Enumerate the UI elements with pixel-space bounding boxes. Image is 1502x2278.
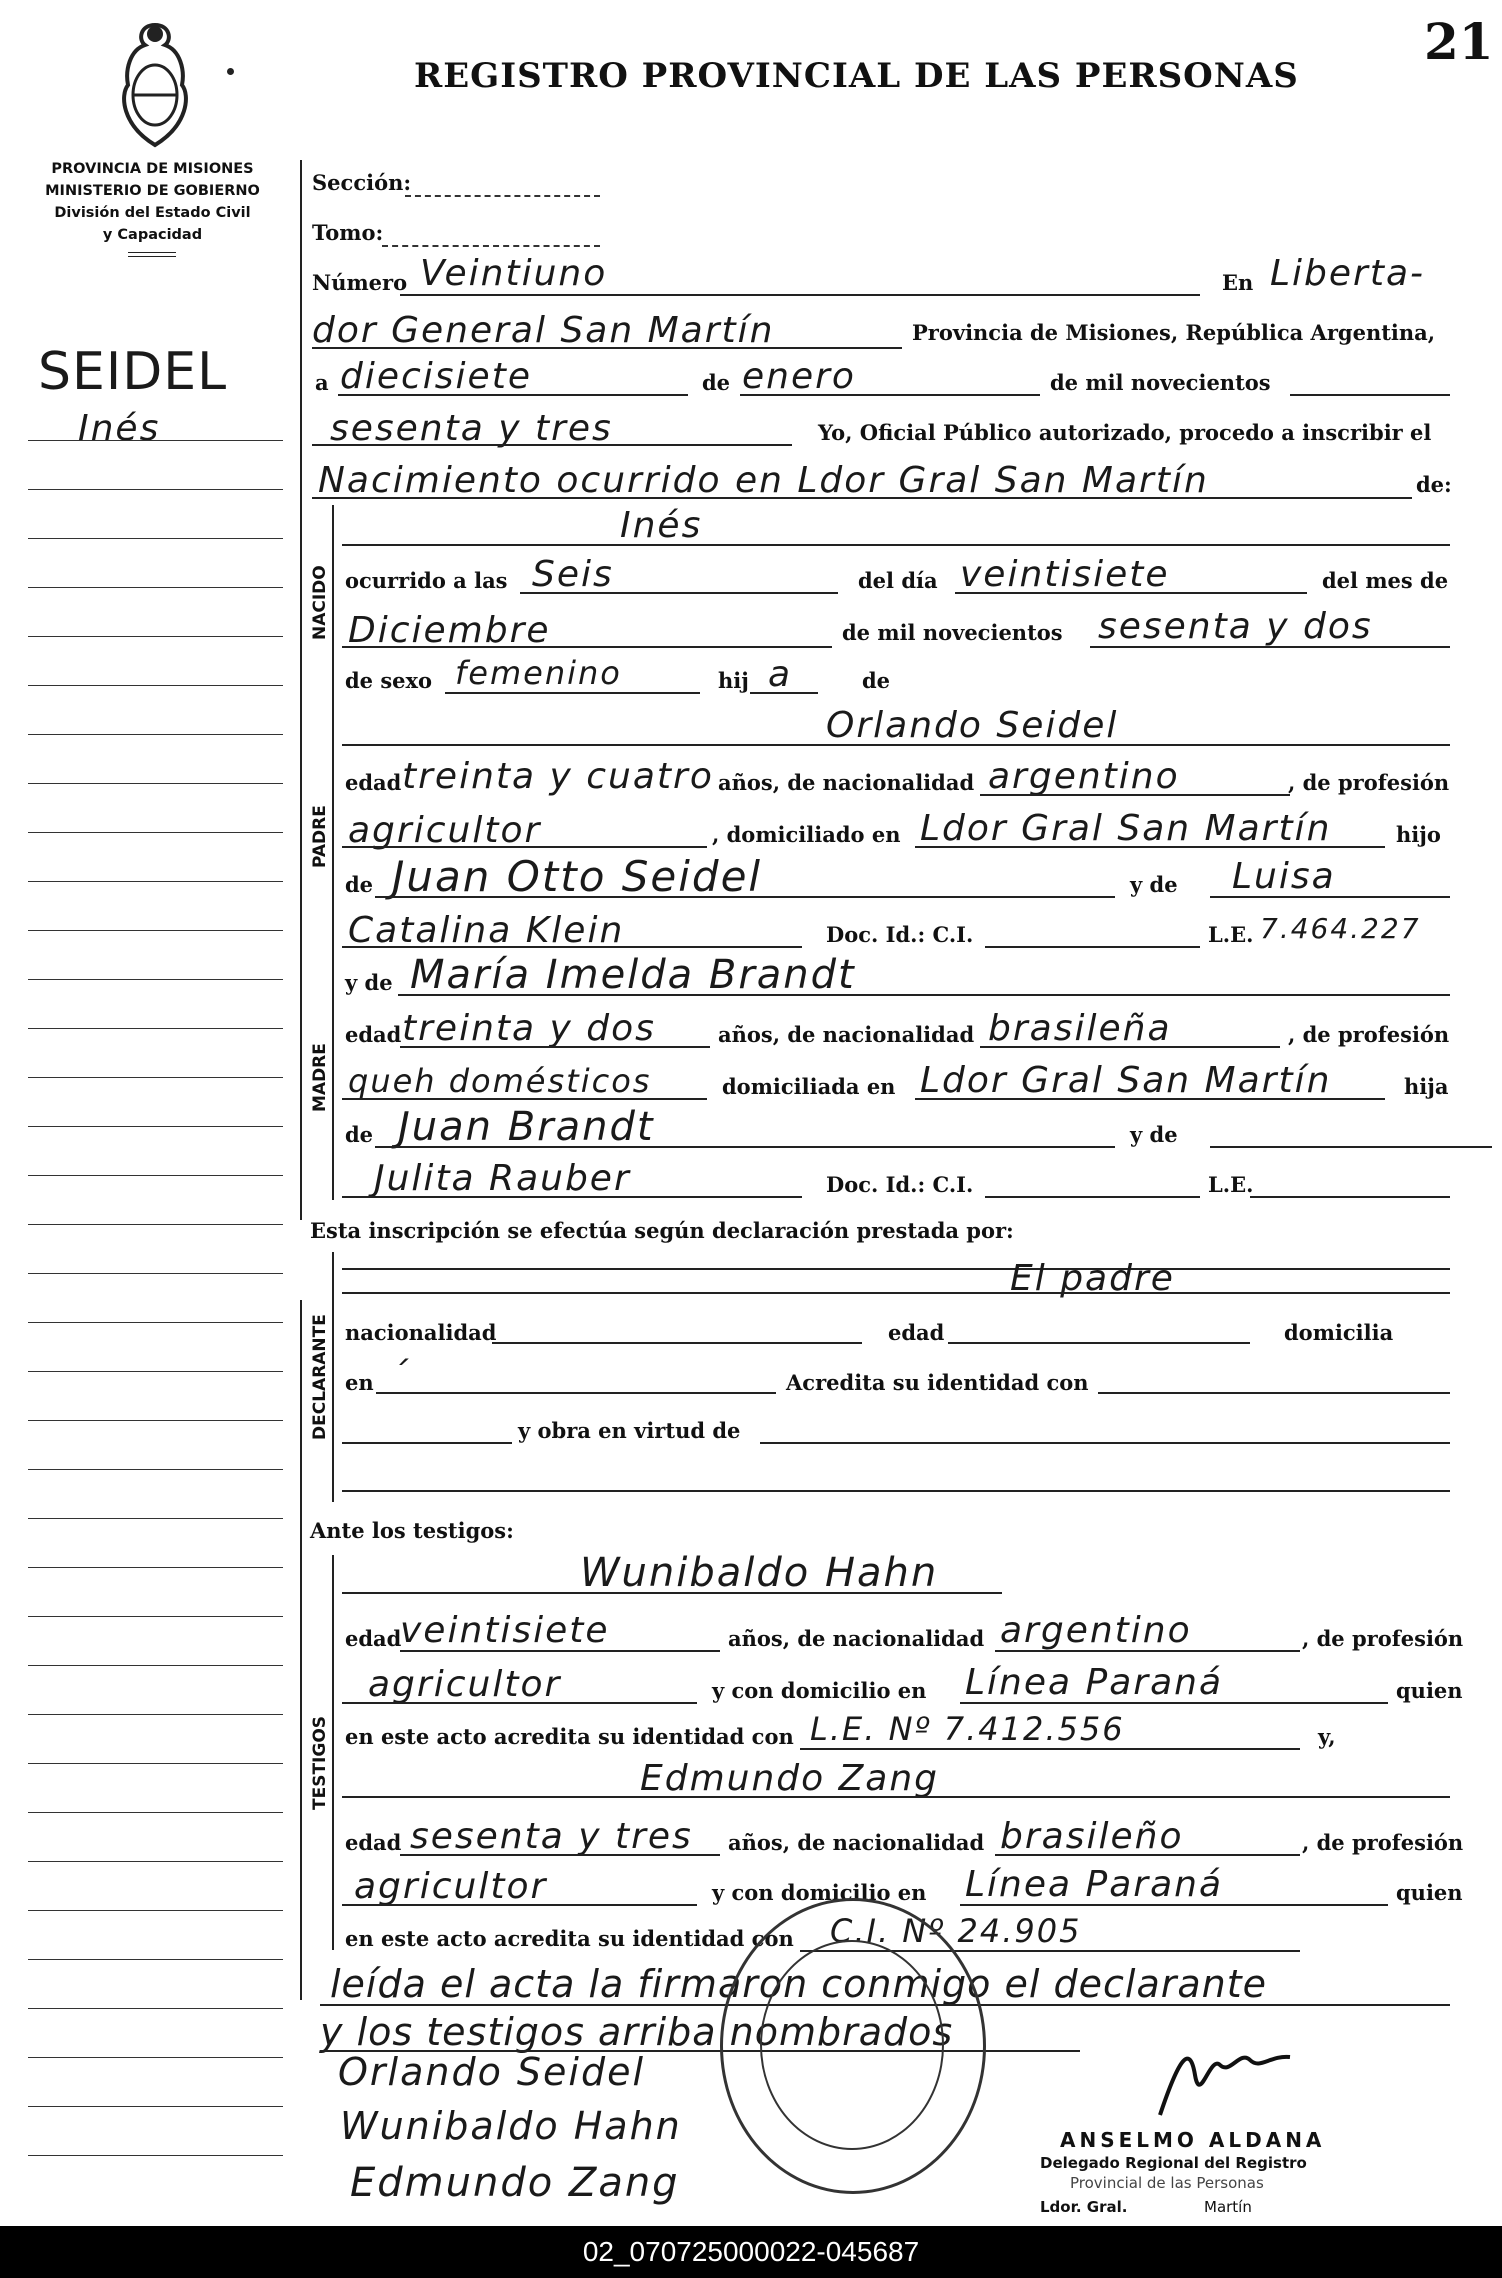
- label-decl-en: en: [345, 1370, 374, 1395]
- testigo2-nacionalidad: brasileño: [1000, 1816, 1184, 1857]
- padre-dom-line: [915, 846, 1385, 848]
- label-t2-quien: quien: [1396, 1880, 1463, 1905]
- side-label-madre: MADRE: [310, 1043, 330, 1112]
- t2-edad-line: [400, 1854, 720, 1856]
- padre-ci-line: [985, 946, 1200, 948]
- madre-nombre-line: [398, 994, 1450, 996]
- padre-nac-line: [980, 794, 1290, 796]
- cierre-linea-1: leída el acta la firmaron conmigo el declarante: [330, 1962, 1268, 2006]
- entry-dia: diecisiete: [340, 356, 532, 397]
- entry-mes: enero: [742, 356, 856, 397]
- side-label-nacido: NACIDO: [310, 565, 330, 640]
- madre-border: [332, 955, 334, 1200]
- label-del-dia: del día: [858, 568, 938, 593]
- padre-domicilio: Ldor Gral San Martín: [920, 808, 1332, 849]
- margin-rule-line: [28, 2008, 283, 2009]
- margin-rule-line: [28, 2106, 283, 2107]
- label-tomo: Tomo:: [312, 220, 384, 245]
- label-padre-doc: Doc. Id.: C.I.: [826, 922, 974, 947]
- mes-nac-line: [342, 646, 832, 648]
- label-madre-anos: años, de nacionalidad: [718, 1022, 975, 1047]
- margin-rule-line: [28, 685, 283, 686]
- nombre-line: [342, 544, 1450, 546]
- label-t1-anos: años, de nacionalidad: [728, 1626, 985, 1651]
- entry-numero: Veintiuno: [420, 253, 608, 294]
- entry-mes-nac: Diciembre: [348, 610, 551, 651]
- padre-padre-line: [375, 896, 1115, 898]
- label-provincia: Provincia de Misiones, República Argentina,: [912, 320, 1436, 345]
- label-padre-hijo: hijo: [1396, 822, 1441, 847]
- dia-line: [338, 394, 688, 396]
- decl-bottom-line: [342, 1490, 1450, 1492]
- official-seal-inner: [760, 1940, 944, 2150]
- padre-madre2-line: [342, 946, 802, 948]
- padre-nombre: Orlando Seidel: [826, 705, 1119, 746]
- label-t1-quien: quien: [1396, 1678, 1463, 1703]
- declarante-en: ´: [390, 1355, 410, 1396]
- label-en: En: [1222, 270, 1254, 295]
- margin-surname: SEIDEL: [38, 342, 228, 402]
- coat-of-arms-emblem: [110, 20, 200, 155]
- margin-rule-line: [28, 1322, 283, 1323]
- testigo2-nombre-line: [342, 1796, 1450, 1798]
- label-a: a: [315, 370, 329, 395]
- testigo2-doc: C.I. Nº 24.905: [830, 1912, 1082, 1950]
- madre-nombre: María Imelda Brandt: [410, 952, 856, 998]
- entry-tipo: Nacimiento ocurrido en Ldor Gral San Martín: [318, 460, 1209, 501]
- margin-rule-line: [28, 440, 283, 441]
- label-madre-y-de-2: y de: [1130, 1122, 1178, 1147]
- madre-prof-line: [342, 1098, 707, 1100]
- label-mil-nov-2: de mil novecientos: [842, 620, 1063, 645]
- margin-rule-line: [28, 832, 283, 833]
- madre-madre2-line: [342, 1196, 802, 1198]
- testigo1-nacionalidad: argentino: [1000, 1610, 1192, 1651]
- testigo1-doc: L.E. Nº 7.412.556: [810, 1710, 1125, 1748]
- decl-en-line: [376, 1392, 776, 1394]
- label-padre-domiciliado: , domiciliado en: [712, 822, 901, 847]
- label-t2-profesion: , de profesión: [1302, 1830, 1464, 1855]
- padre-padre: Juan Otto Seidel: [392, 852, 763, 901]
- madre-padre-line: [375, 1146, 1115, 1148]
- madre-le-line: [1250, 1196, 1450, 1198]
- label-domicilia: domicilia: [1284, 1320, 1394, 1345]
- margin-rule-line: [28, 1224, 283, 1225]
- officer-title-2: Provincial de las Personas: [1070, 2174, 1264, 2192]
- tipo-line: [312, 497, 1412, 499]
- label-madre-edad: edad: [345, 1022, 402, 1047]
- label-madre-hija: hija: [1404, 1074, 1449, 1099]
- entry-hij-suffix: a: [768, 654, 793, 695]
- label-padre-edad: edad: [345, 770, 402, 795]
- label-acredita: Acredita su identidad con: [786, 1370, 1089, 1395]
- label-t2-domicilio: y con domicilio en: [712, 1880, 927, 1905]
- org-ministry: MINISTERIO DE GOBIERNO: [45, 183, 260, 199]
- margin-rule-line: [28, 979, 283, 980]
- margin-rule-line: [28, 1175, 283, 1176]
- label-madre-de: de: [345, 1122, 374, 1147]
- sexo-line: [445, 692, 700, 694]
- label-madre-profesion: , de profesión: [1288, 1022, 1450, 1047]
- seccion-line: [405, 195, 600, 197]
- label-del-mes: del mes de: [1322, 568, 1449, 593]
- testigo1-nombre: Wunibaldo Hahn: [580, 1550, 939, 1596]
- entry-lugar-2: dor General San Martín: [312, 310, 775, 351]
- numero-line: [400, 294, 1200, 296]
- label-t2-en-este: en este acto acredita su identidad con: [345, 1926, 794, 1951]
- side-label-testigos: TESTIGOS: [310, 1715, 330, 1810]
- label-padre-y-de: y de: [1130, 872, 1178, 897]
- margin-rule-line: [28, 1910, 283, 1911]
- officer-place-1: Ldor. Gral.: [1040, 2198, 1128, 2216]
- officer-title-1: Delegado Regional del Registro: [1040, 2154, 1307, 2172]
- label-padre-de: de: [345, 872, 374, 897]
- document-code-bar: 02_070725000022-045687: [0, 2226, 1502, 2278]
- margin-rule-line: [28, 489, 283, 490]
- ano-nac-line: [1090, 646, 1450, 648]
- label-seccion: Sección:: [312, 170, 412, 195]
- testigos-border: [332, 1555, 334, 1950]
- padre-madre-line: [1210, 896, 1450, 898]
- t2-dom-line: [960, 1904, 1388, 1906]
- declarante-nombre: El padre: [1010, 1258, 1175, 1299]
- decl-obra-line: [760, 1442, 1450, 1444]
- label-obra: y obra en virtud de: [518, 1418, 741, 1443]
- hora-line: [520, 592, 838, 594]
- testigo2-nombre: Edmundo Zang: [640, 1758, 940, 1799]
- label-padre-profesion: , de profesión: [1288, 770, 1450, 795]
- label-oficial: Yo, Oficial Público autorizado, procedo a inscribir el: [818, 420, 1432, 445]
- decl-nac-line: [492, 1342, 862, 1344]
- margin-rule-line: [28, 1469, 283, 1470]
- label-madre-y-de: y de: [345, 970, 393, 995]
- t2-prof-line: [342, 1904, 697, 1906]
- label-t2-anos: años, de nacionalidad: [728, 1830, 985, 1855]
- margin-rule-line: [28, 1812, 283, 1813]
- madre-edad-line: [400, 1046, 710, 1048]
- label-de-colon: de:: [1416, 472, 1452, 497]
- entry-sexo: femenino: [455, 654, 622, 692]
- label-declaracion: Esta inscripción se efectúa según declaración prestada por:: [310, 1218, 1014, 1243]
- side-label-declarante: DECLARANTE: [310, 1314, 330, 1440]
- margin-rule-line: [28, 930, 283, 931]
- tomo-line: [382, 245, 600, 247]
- label-hij: hij: [718, 668, 749, 693]
- margin-given-name: Inés: [78, 408, 161, 449]
- label-madre-domiciliada: domiciliada en: [722, 1074, 896, 1099]
- firma-testigo-1: Wunibaldo Hahn: [340, 2104, 682, 2148]
- margin-rule-line: [28, 1420, 283, 1421]
- entry-ano: sesenta y tres: [330, 408, 613, 449]
- t1-doc-line: [800, 1748, 1300, 1750]
- margin-rule-line: [28, 1861, 283, 1862]
- decl-edad-line: [948, 1342, 1250, 1344]
- entry-nombre: Inés: [620, 505, 703, 546]
- madre-dom-line: [915, 1098, 1385, 1100]
- madre-nac-line: [980, 1046, 1280, 1048]
- margin-rule-line: [28, 636, 283, 637]
- t1-edad-line: [400, 1650, 720, 1652]
- padre-madre-1: Luisa: [1232, 856, 1336, 897]
- officer-name: ANSELMO ALDANA: [1060, 2128, 1326, 2152]
- madre-madre: Julita Rauber: [374, 1158, 631, 1199]
- org-division: División del Estado Civil: [54, 205, 251, 221]
- testigo1-domicilio: Línea Paraná: [965, 1662, 1224, 1703]
- label-t2-edad: edad: [345, 1830, 402, 1855]
- officer-place-2: Martín: [1204, 2198, 1252, 2216]
- nacido-border: [332, 505, 334, 715]
- padre-nombre-line: [342, 744, 1450, 746]
- margin-rule-line: [28, 1665, 283, 1666]
- madre-ci-line: [985, 1196, 1200, 1198]
- testigo2-domicilio: Línea Paraná: [965, 1864, 1224, 1905]
- padre-profesion: agricultor: [348, 810, 542, 851]
- mes-line: [740, 394, 1040, 396]
- entry-ano-nac: sesenta y dos: [1098, 606, 1373, 647]
- ano-line-1: [1290, 394, 1450, 396]
- margin-rule-line: [28, 1371, 283, 1372]
- label-ocurrido: ocurrido a las: [345, 568, 508, 593]
- margin-rule-line: [28, 538, 283, 539]
- margin-rule-line: [28, 1028, 283, 1029]
- page-title: REGISTRO PROVINCIAL DE LAS PERSONAS: [414, 56, 1299, 96]
- margin-rule-line: [28, 1714, 283, 1715]
- margin-rule-line: [28, 587, 283, 588]
- label-hij-de: de: [862, 668, 891, 693]
- label-madre-doc: Doc. Id.: C.I.: [826, 1172, 974, 1197]
- org-block: [20, 158, 285, 246]
- margin-rule-line: [28, 2057, 283, 2058]
- padre-prof-line: [342, 846, 707, 848]
- officer-signature: [1150, 2035, 1300, 2125]
- padre-edad: treinta y cuatro: [402, 756, 714, 797]
- madre-nacionalidad: brasileña: [988, 1008, 1172, 1049]
- dot-mark: [227, 68, 234, 75]
- testigo2-edad: sesenta y tres: [410, 1816, 693, 1857]
- margin-rule-line: [28, 1616, 283, 1617]
- madre-madre-line: [1210, 1146, 1492, 1148]
- margin-rule-line: [28, 1518, 283, 1519]
- testigo2-profesion: agricultor: [354, 1866, 548, 1907]
- madre-domicilio: Ldor Gral San Martín: [920, 1060, 1332, 1101]
- margin-rule-line: [28, 1126, 283, 1127]
- label-t1-y: y,: [1318, 1724, 1336, 1749]
- decl-acredita-line: [1098, 1392, 1450, 1394]
- t1-dom-line: [960, 1702, 1388, 1704]
- padre-nacionalidad: argentino: [988, 756, 1180, 797]
- margin-rule-line: [28, 881, 283, 882]
- form-left-border-lower: [300, 1300, 302, 2000]
- lugar-line: [312, 347, 902, 349]
- ano-line: [312, 444, 792, 446]
- label-madre-le: L.E.: [1208, 1172, 1254, 1197]
- margin-rule-line: [28, 1763, 283, 1764]
- firma-testigo-2: Edmundo Zang: [350, 2160, 680, 2206]
- hij-line: [750, 692, 818, 694]
- org-capacity: y Capacidad: [102, 227, 203, 243]
- entry-hora: Seis: [532, 554, 614, 595]
- t2-nac-line: [995, 1854, 1300, 1856]
- declarante-top-line: [342, 1268, 1450, 1270]
- testigo1-edad: veintisiete: [400, 1610, 610, 1651]
- testigo1-nombre-line: [342, 1592, 1002, 1594]
- padre-madre-2: Catalina Klein: [348, 910, 625, 951]
- label-t1-profesion: , de profesión: [1302, 1626, 1464, 1651]
- label-de-sexo: de sexo: [345, 668, 433, 693]
- org-divider: [128, 252, 176, 257]
- form-left-border: [300, 160, 302, 1220]
- label-t1-domicilio: y con domicilio en: [712, 1678, 927, 1703]
- label-t1-en-este: en este acto acredita su identidad con: [345, 1724, 794, 1749]
- dia-nac-line: [955, 592, 1307, 594]
- label-numero: Número: [312, 270, 408, 295]
- decl-obra-prefix-line: [342, 1442, 512, 1444]
- entry-dia-nac: veintisiete: [960, 554, 1170, 595]
- margin-rule-line: [28, 1273, 283, 1274]
- label-nacionalidad: nacionalidad: [345, 1320, 497, 1345]
- madre-edad: treinta y dos: [402, 1008, 656, 1049]
- label-testigos: Ante los testigos:: [310, 1518, 514, 1543]
- label-mil-novecientos: de mil novecientos: [1050, 370, 1271, 395]
- declarante-border: [332, 1252, 334, 1502]
- label-padre-anos: años, de nacionalidad: [718, 770, 975, 795]
- t1-prof-line: [342, 1702, 697, 1704]
- firma-padre: Orlando Seidel: [338, 2050, 646, 2094]
- label-padre-le: L.E.: [1208, 922, 1254, 947]
- org-province: PROVINCIA DE MISIONES: [51, 161, 254, 177]
- padre-border: [332, 710, 334, 960]
- t1-nac-line: [995, 1650, 1300, 1652]
- madre-profesion: queh domésticos: [348, 1062, 652, 1100]
- label-de: de: [702, 370, 731, 395]
- label-t1-edad: edad: [345, 1626, 402, 1651]
- padre-le: 7.464.227: [1260, 912, 1421, 945]
- label-edad-decl: edad: [888, 1320, 945, 1345]
- testigo1-profesion: agricultor: [368, 1664, 562, 1705]
- cierre-linea-2: y los testigos arriba nombrados: [320, 2010, 954, 2054]
- declarante-nombre-line: [342, 1292, 1450, 1294]
- margin-rule-line: [28, 1959, 283, 1960]
- page-number: 21: [1424, 12, 1494, 71]
- margin-rule-line: [28, 734, 283, 735]
- margin-rule-line: [28, 2155, 283, 2156]
- entry-lugar-1: Liberta-: [1270, 253, 1426, 294]
- margin-rule-line: [28, 1077, 283, 1078]
- side-label-padre: PADRE: [310, 805, 330, 868]
- margin-rule-line: [28, 1567, 283, 1568]
- madre-padre: Juan Brandt: [398, 1104, 655, 1150]
- margin-rule-line: [28, 783, 283, 784]
